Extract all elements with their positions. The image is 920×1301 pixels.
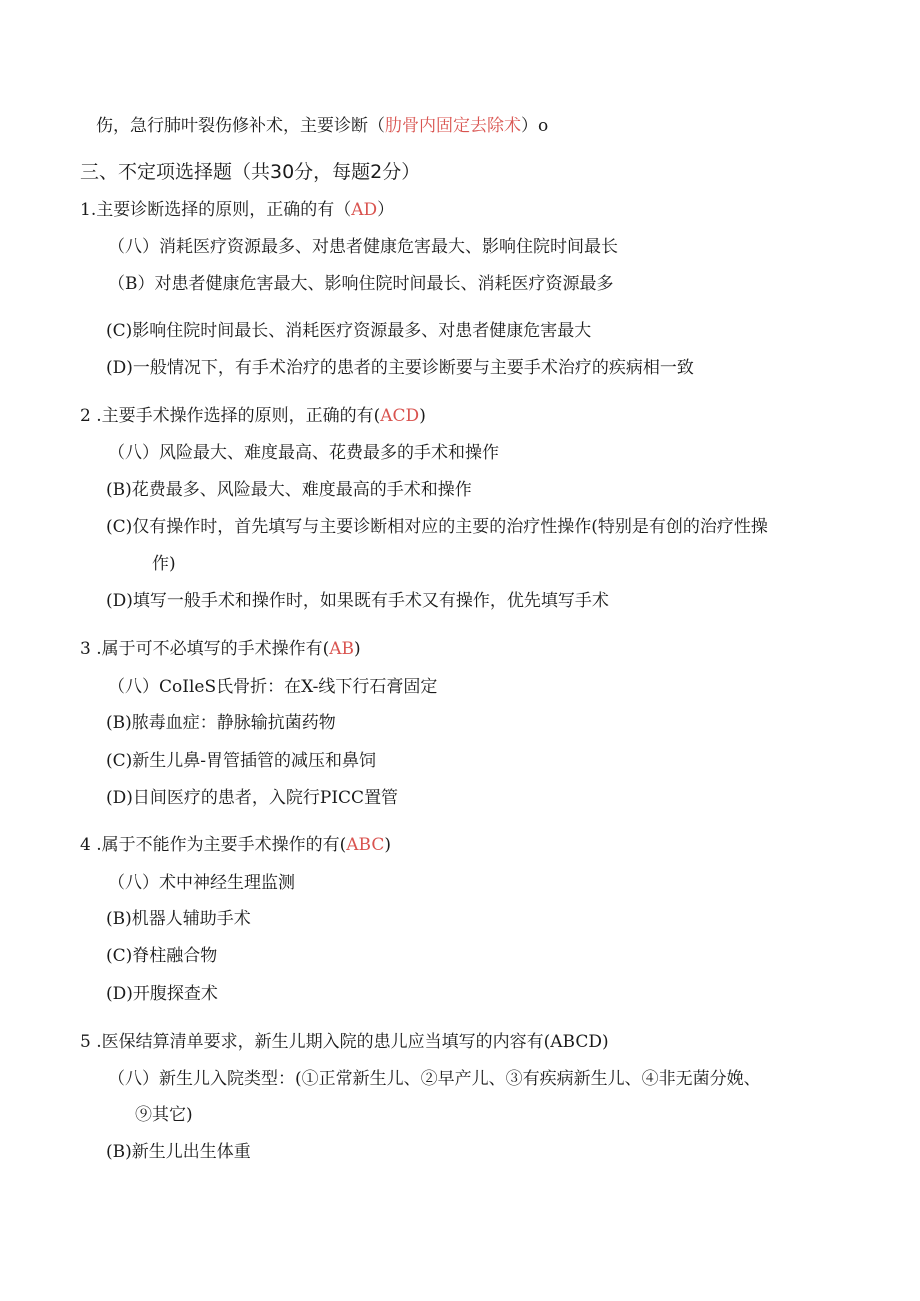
- q1-option-d: (D)一般情况下，有手术治疗的患者的主要诊断要与主要手术治疗的疾病相一致: [106, 358, 694, 378]
- q1-option-a: （八）消耗医疗资源最多、对患者健康危害最大、影响住院时间最长: [108, 237, 618, 257]
- q2-option-c: (C)仅有操作时，首先填写与主要诊断相对应的主要的治疗性操作(特别是有创的治疗性操: [106, 517, 768, 537]
- q3-option-a: （八）CoIleS氏骨折：在X-线下行石膏固定: [108, 677, 438, 697]
- q2-option-c-continued: 作): [152, 554, 176, 574]
- q1-stem: [80, 199, 394, 221]
- q3-close: ): [354, 639, 361, 659]
- intro-suffix: ）o: [521, 116, 549, 136]
- q2-option-a: （八）风险最大、难度最高、花费最多的手术和操作: [108, 443, 499, 463]
- q1-answer: AD: [351, 200, 378, 220]
- q4-close: ): [384, 835, 391, 855]
- q4-option-c: (C)脊柱融合物: [106, 946, 218, 966]
- q4-option-a: （八）术中神经生理监测: [108, 873, 295, 893]
- q2-stem: [80, 405, 426, 427]
- q4-option-b: (B)机器人辅助手术: [106, 909, 251, 929]
- q5-stem: 5 .医保结算清单要求，新生儿期入院的患儿应当填写的内容有(ABCD): [80, 1032, 609, 1052]
- intro-line: [96, 115, 548, 137]
- intro-answer: 肋骨内固定去除术: [385, 116, 521, 136]
- q2-option-b: (B)花费最多、风险最大、难度最高的手术和操作: [106, 480, 472, 500]
- q4-answer: ABC: [346, 835, 385, 855]
- q2-option-d: (D)填写一般手术和操作时，如果既有手术又有操作，优先填写手术: [106, 591, 609, 611]
- q3-stem: [80, 638, 361, 660]
- q2-close: ): [419, 406, 426, 426]
- intro-text: 伤，急行肺叶裂伤修补术，主要诊断（: [96, 116, 385, 136]
- q1-option-b: （B）对患者健康危害最大、影响住院时间最长、消耗医疗资源最多: [108, 274, 614, 294]
- q4-stem-text: 4 .属于不能作为主要手术操作的有(: [80, 835, 347, 855]
- q2-stem-text: 2 .主要手术操作选择的原则，正确的有(: [80, 406, 381, 426]
- q5-option-a-continued: ⑨其它): [135, 1105, 193, 1125]
- q1-option-c: (C)影响住院时间最长、消耗医疗资源最多、对患者健康危害最大: [106, 321, 592, 341]
- q5-option-b: (B)新生儿出生体重: [106, 1142, 251, 1162]
- q2-answer: ACD: [380, 406, 420, 426]
- q3-option-d: (D)日间医疗的患者，入院行PICC置管: [106, 788, 399, 808]
- section-title: 三、不定项选择题（共30分，每题2分）: [80, 161, 421, 183]
- q3-option-c: (C)新生儿鼻-胃管插管的减压和鼻饲: [106, 751, 377, 771]
- q1-close: ）: [377, 200, 395, 220]
- q3-stem-text: 3 .属于可不必填写的手术操作有(: [80, 639, 330, 659]
- q1-stem-text: 1.主要诊断选择的原则，正确的有（: [80, 200, 352, 220]
- q3-answer: AB: [329, 639, 355, 659]
- q4-option-d: (D)开腹探查术: [106, 984, 218, 1004]
- q4-stem: [80, 834, 391, 856]
- q5-option-a: （八）新生儿入院类型：(①正常新生儿、②早产儿、③有疾病新生儿、④非无菌分娩、: [108, 1069, 761, 1089]
- q3-option-b: (B)脓毒血症：静脉输抗菌药物: [106, 713, 336, 733]
